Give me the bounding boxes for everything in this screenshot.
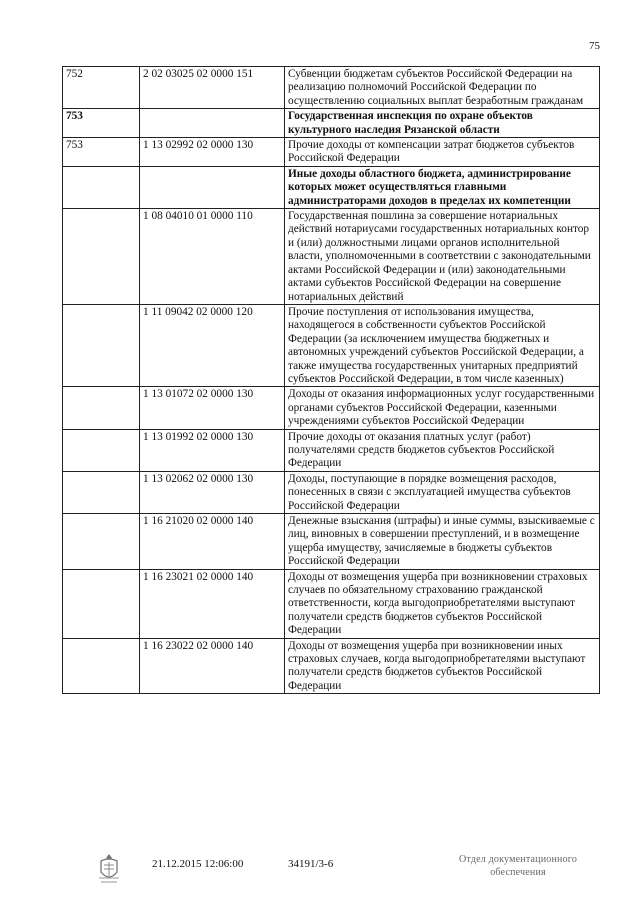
timestamp: 21.12.2015 12:06:00 bbox=[152, 858, 244, 870]
table-row bbox=[63, 387, 600, 429]
description-cell: Иные доходы областного бюджета, администрирование которых может осуществляться главными администраторами доходов в пределах их компетенции bbox=[285, 166, 600, 208]
table-row bbox=[63, 109, 600, 138]
description-cell: Денежные взыскания (штрафы) и иные суммы, взыскиваемые с лиц, виновных в совершении преступлений, и в возмещение ущерба имуществу, зачисляемые в бюджеты субъектов Российской Федерации bbox=[285, 514, 600, 570]
description-cell: Прочие доходы от компенсации затрат бюджетов субъектов Российской Федерации bbox=[285, 138, 600, 167]
table-row bbox=[63, 304, 600, 386]
budget-code-cell bbox=[140, 166, 285, 208]
table-row bbox=[63, 569, 600, 638]
admin-code-cell: 753 bbox=[63, 138, 140, 167]
description-cell: Доходы, поступающие в порядке возмещения расходов, понесенных в связи с эксплуатацией имущества субъектов Российской Федерации bbox=[285, 471, 600, 513]
budget-code-cell: 1 16 23021 02 0000 140 bbox=[140, 569, 285, 638]
revenue-codes-table bbox=[62, 66, 600, 694]
description-cell: Государственная инспекция по охране объектов культурного наследия Рязанской области bbox=[285, 109, 600, 138]
budget-code-cell: 1 08 04010 01 0000 110 bbox=[140, 209, 285, 305]
document-number: 34191/3-6 bbox=[288, 858, 334, 870]
table-body bbox=[63, 67, 600, 694]
table-row bbox=[63, 138, 600, 167]
budget-code-cell: 1 13 02992 02 0000 130 bbox=[140, 138, 285, 167]
admin-code-cell bbox=[63, 429, 140, 471]
table-row bbox=[63, 429, 600, 471]
table-row bbox=[63, 209, 600, 305]
description-cell: Доходы от возмещения ущерба при возникновении страховых случаев по обязательному страхованию гражданской ответственности, когда выгодоприобретателями выступают получатели средств бюджетов субъектов Российской Федерации bbox=[285, 569, 600, 638]
table-row bbox=[63, 67, 600, 109]
stamp-line-2: обеспечения bbox=[490, 867, 546, 878]
budget-code-cell: 1 13 01992 02 0000 130 bbox=[140, 429, 285, 471]
budget-code-cell bbox=[140, 109, 285, 138]
admin-code-cell: 752 bbox=[63, 67, 140, 109]
table-row bbox=[63, 471, 600, 513]
description-cell: Государственная пошлина за совершение нотариальных действий нотариусами государственных нотариальных контор и (или) должностными лицами органов исполнительной власти, уполномоченными в соответствии с законодательными актами Российской Федерации и (или) законодательными актами субъектов Российской Федерации на совершение нотариальных действий bbox=[285, 209, 600, 305]
admin-code-cell bbox=[63, 638, 140, 694]
budget-code-cell: 1 11 09042 02 0000 120 bbox=[140, 304, 285, 386]
description-cell: Прочие поступления от использования имущества, находящегося в собственности субъектов Российской Федерации (за исключением имущества бюджетных и автономных учреждений субъектов Российской Федерации, а также имущества государственных унитарных предприятий субъектов Российской Федерации, в том числе казенных) bbox=[285, 304, 600, 386]
admin-code-cell: 753 bbox=[63, 109, 140, 138]
description-cell: Доходы от возмещения ущерба при возникновении иных страховых случаев, когда выгодоприобретателями выступают получатели средств бюджетов субъектов Российской Федерации bbox=[285, 638, 600, 694]
budget-code-cell: 1 13 02062 02 0000 130 bbox=[140, 471, 285, 513]
table-row bbox=[63, 166, 600, 208]
description-cell: Доходы от оказания информационных услуг государственными органами субъектов Российской Федерации, казенными учреждениями субъектов Российской Федерации bbox=[285, 387, 600, 429]
budget-code-cell: 1 13 01072 02 0000 130 bbox=[140, 387, 285, 429]
page-number: 75 bbox=[589, 40, 600, 52]
stamp-line-1: Отдел документационного bbox=[458, 854, 578, 865]
table-row bbox=[63, 514, 600, 570]
budget-code-cell: 1 16 23022 02 0000 140 bbox=[140, 638, 285, 694]
budget-code-cell: 1 16 21020 02 0000 140 bbox=[140, 514, 285, 570]
admin-code-cell bbox=[63, 471, 140, 513]
admin-code-cell bbox=[63, 166, 140, 208]
admin-code-cell bbox=[63, 304, 140, 386]
description-cell: Прочие доходы от оказания платных услуг (работ) получателями средств бюджетов субъектов Российской Федерации bbox=[285, 429, 600, 471]
admin-code-cell bbox=[63, 514, 140, 570]
description-cell: Субвенции бюджетам субъектов Российской Федерации на реализацию полномочий Российской Федерации по осуществлению социальных выплат безработным гражданам bbox=[285, 67, 600, 109]
department-stamp bbox=[448, 853, 588, 879]
admin-code-cell bbox=[63, 569, 140, 638]
table-row bbox=[63, 638, 600, 694]
coat-of-arms-icon bbox=[96, 852, 122, 886]
budget-code-cell: 2 02 03025 02 0000 151 bbox=[140, 67, 285, 109]
admin-code-cell bbox=[63, 209, 140, 305]
admin-code-cell bbox=[63, 387, 140, 429]
